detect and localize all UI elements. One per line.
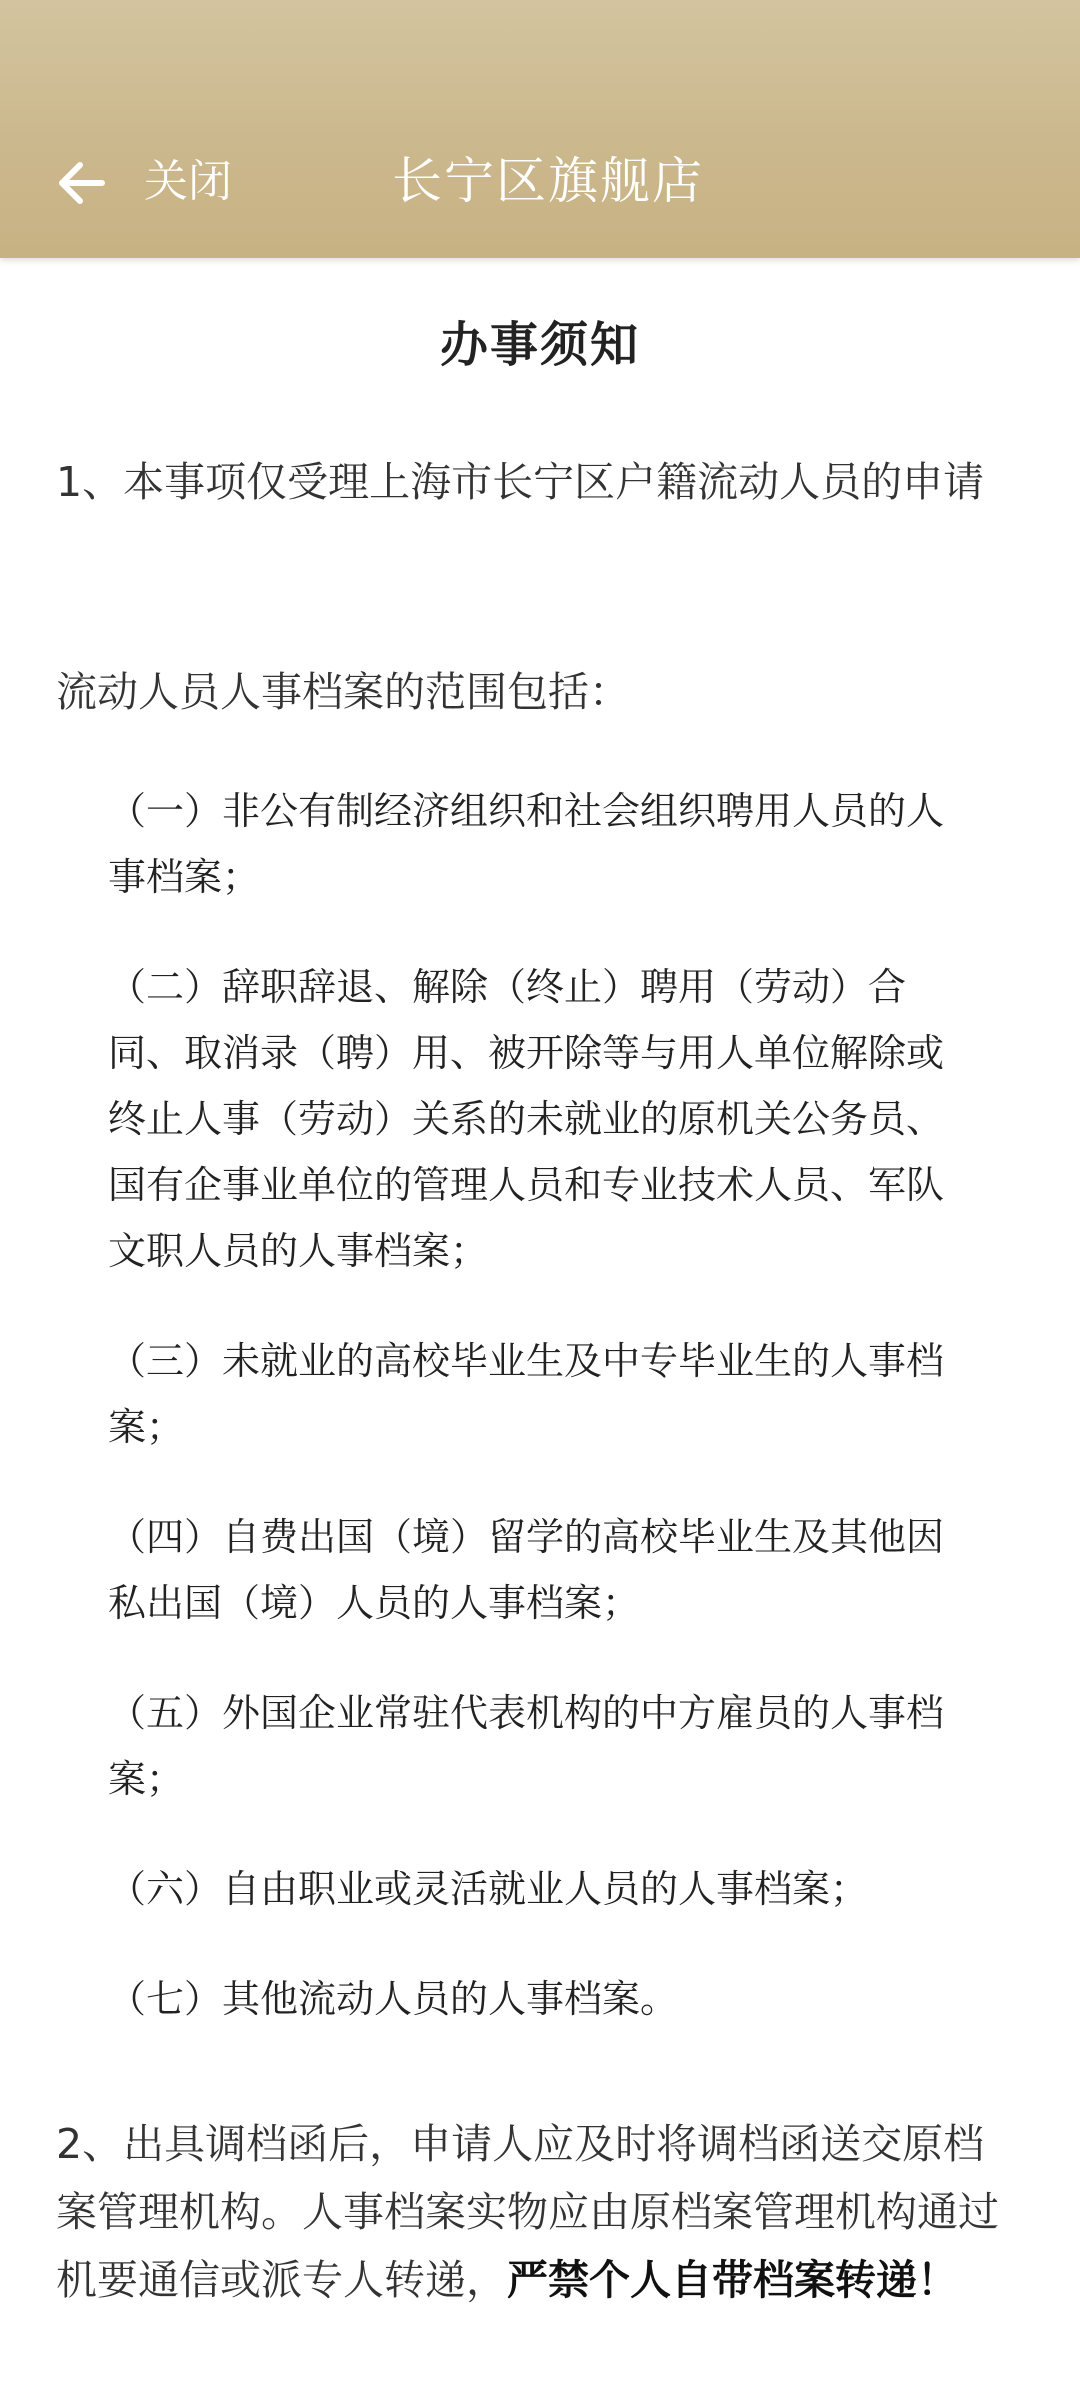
scope-item-3: （三）未就业的高校毕业生及中专毕业生的人事档案； xyxy=(108,1339,945,1449)
notice-content xyxy=(0,258,1080,2400)
scope-item-1: （一）非公有制经济组织和社会组织聘用人员的人事档案； xyxy=(108,789,945,899)
scope-item-5: （五）外国企业常驻代表机构的中方雇员的人事档案； xyxy=(108,1691,945,1801)
scope-item-6: （六）自由职业或灵活就业人员的人事档案； xyxy=(108,1867,869,1911)
notice-title: 办事须知 xyxy=(439,317,640,373)
arrow-left-icon xyxy=(54,159,106,207)
scope-item-4: （四）自费出国（境）留学的高校毕业生及其他因私出国（境）人员的人事档案； xyxy=(108,1515,945,1625)
scope-item-7: （七）其他流动人员的人事档案。 xyxy=(108,1977,679,2021)
close-button[interactable]: 关闭 xyxy=(144,156,232,207)
scope-item-2: （二）辞职辞退、解除（终止）聘用（劳动）合同、取消录（聘）用、被开除等与用人单位解除或终止人事（劳动）关系的未就业的原机关公务员、国有企事业单位的管理人员和专业技术人员、军队文职人员的人事档案； xyxy=(108,965,945,1273)
scope-intro: 流动人员人事档案的范围包括： xyxy=(56,668,630,716)
top-bar xyxy=(0,0,1080,258)
back-button[interactable] xyxy=(50,148,110,218)
notice-point-2 xyxy=(56,2110,1024,2314)
page-title: 长宁区旗舰店 xyxy=(392,152,704,210)
notice-point-2-warning: 严禁个人自带档案转递！ xyxy=(507,2256,958,2304)
notice-point-2-text: 2、出具调档函后，申请人应及时将调档函送交原档案管理机构。人事档案实物应由原档案管理机构通过机要通信或派专人转递， xyxy=(56,2120,999,2304)
notice-point-1: 1、本事项仅受理上海市长宁区户籍流动人员的申请 xyxy=(56,458,985,506)
